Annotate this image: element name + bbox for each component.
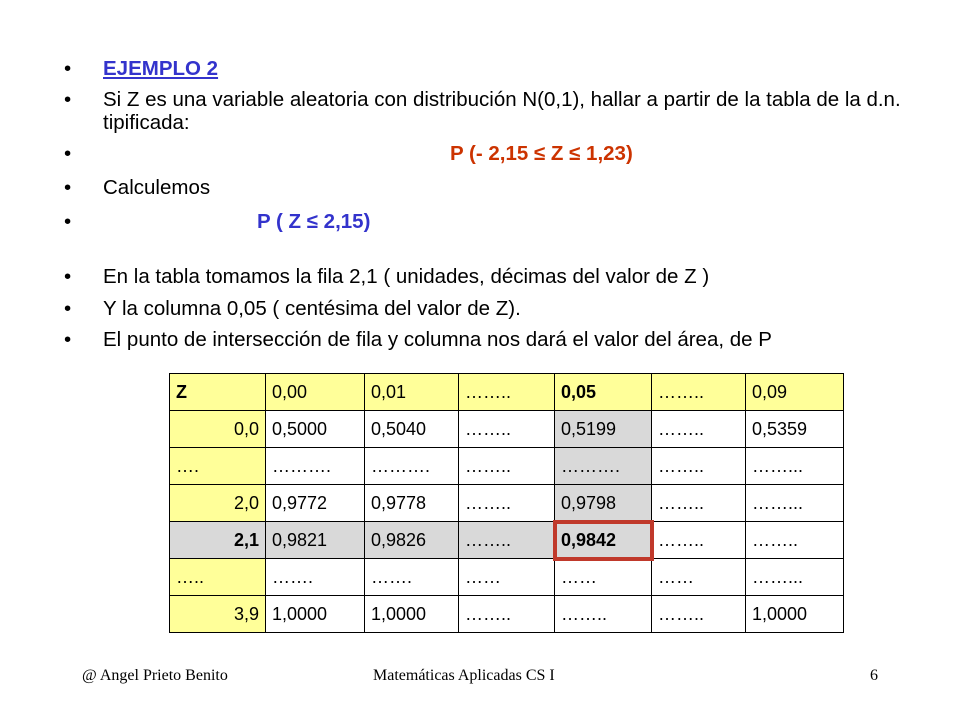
table-cell: …… [459, 559, 555, 596]
highlighted-result-cell: 0,9842 [555, 522, 652, 559]
table-row [170, 485, 844, 522]
table-cell: …… [555, 559, 652, 596]
table-cell: …….. [652, 485, 746, 522]
table-cell: ……. [266, 559, 365, 596]
table-cell: 0,5040 [365, 411, 459, 448]
header-cell: 0,00 [266, 374, 365, 411]
table-cell: …….. [459, 596, 555, 633]
table-cell: …….. [459, 485, 555, 522]
table-cell: 0,5000 [266, 411, 365, 448]
bullet-intersection-instruction: • El punto de intersección de fila y columna nos dará el valor del área, de P [60, 328, 940, 351]
bullet-calculate: • Calculemos [60, 176, 940, 199]
table-cell: …….. [459, 448, 555, 485]
table-cell: …….. [652, 522, 746, 559]
table-cell: 1,0000 [746, 596, 844, 633]
table-cell: 0,5359 [746, 411, 844, 448]
table-cell: …….. [746, 522, 844, 559]
table-cell: …… [652, 559, 746, 596]
table-cell: ………. [555, 448, 652, 485]
table-cell: 0,9826 [365, 522, 459, 559]
table-cell: 0,9821 [266, 522, 365, 559]
bullet-list [60, 57, 940, 351]
footer-author: @ Angel Prieto Benito [82, 667, 228, 684]
header-cell: 0,01 [365, 374, 459, 411]
table-cell: …….. [652, 596, 746, 633]
header-cell-selected-column: 0,05 [555, 374, 652, 411]
table-cell: 1,0000 [365, 596, 459, 633]
row-header-cell-selected: 2,1 [170, 522, 266, 559]
table-cell: ……... [746, 485, 844, 522]
example-title-link[interactable]: EJEMPLO 2 [103, 57, 219, 80]
bullet-example-title [60, 57, 940, 80]
header-cell: …….. [459, 374, 555, 411]
table-row [170, 559, 844, 596]
bullet-probability-target [60, 142, 940, 165]
table-row [170, 448, 844, 485]
table-cell: 1,0000 [266, 596, 365, 633]
table-cell: …….. [652, 448, 746, 485]
footer-page-number: 6 [870, 667, 878, 684]
table-cell: …….. [652, 411, 746, 448]
table-cell: …….. [459, 411, 555, 448]
row-header-cell: 2,0 [170, 485, 266, 522]
table-cell: ……... [746, 448, 844, 485]
table-cell: 0,5199 [555, 411, 652, 448]
table-cell: ………. [266, 448, 365, 485]
table-row [170, 411, 844, 448]
normal-distribution-table [169, 373, 844, 633]
row-header-cell: 3,9 [170, 596, 266, 633]
table-cell: ………. [365, 448, 459, 485]
bullet-statement: • Si Z es una variable aleatoria con distribución N(0,1), hallar a partir de la tabla de la d.n. tipificada: [60, 88, 940, 134]
header-cell-z: Z [170, 374, 266, 411]
table-row [170, 596, 844, 633]
table-cell: …….. [459, 522, 555, 559]
table-header-row [170, 374, 844, 411]
table-cell: 0,9778 [365, 485, 459, 522]
probability-target: P (- 2,15 ≤ Z ≤ 1,23) [450, 142, 633, 165]
table-cell: ……... [746, 559, 844, 596]
row-header-cell: ….. [170, 559, 266, 596]
bullet-probability-step [60, 210, 940, 233]
table-cell: 0,9772 [266, 485, 365, 522]
table-row-selected [170, 522, 844, 559]
table-cell: 0,9798 [555, 485, 652, 522]
footer-course: Matemáticas Aplicadas CS I [373, 667, 555, 684]
row-header-cell: …. [170, 448, 266, 485]
table-cell: ……. [365, 559, 459, 596]
row-header-cell: 0,0 [170, 411, 266, 448]
header-cell: …….. [652, 374, 746, 411]
header-cell: 0,09 [746, 374, 844, 411]
table-cell: …….. [555, 596, 652, 633]
bullet-column-instruction: • Y la columna 0,05 ( centésima del valor de Z). [60, 297, 940, 320]
bullet-row-instruction: • En la tabla tomamos la fila 2,1 ( unidades, décimas del valor de Z ) [60, 265, 940, 288]
probability-step: P ( Z ≤ 2,15) [257, 210, 371, 233]
